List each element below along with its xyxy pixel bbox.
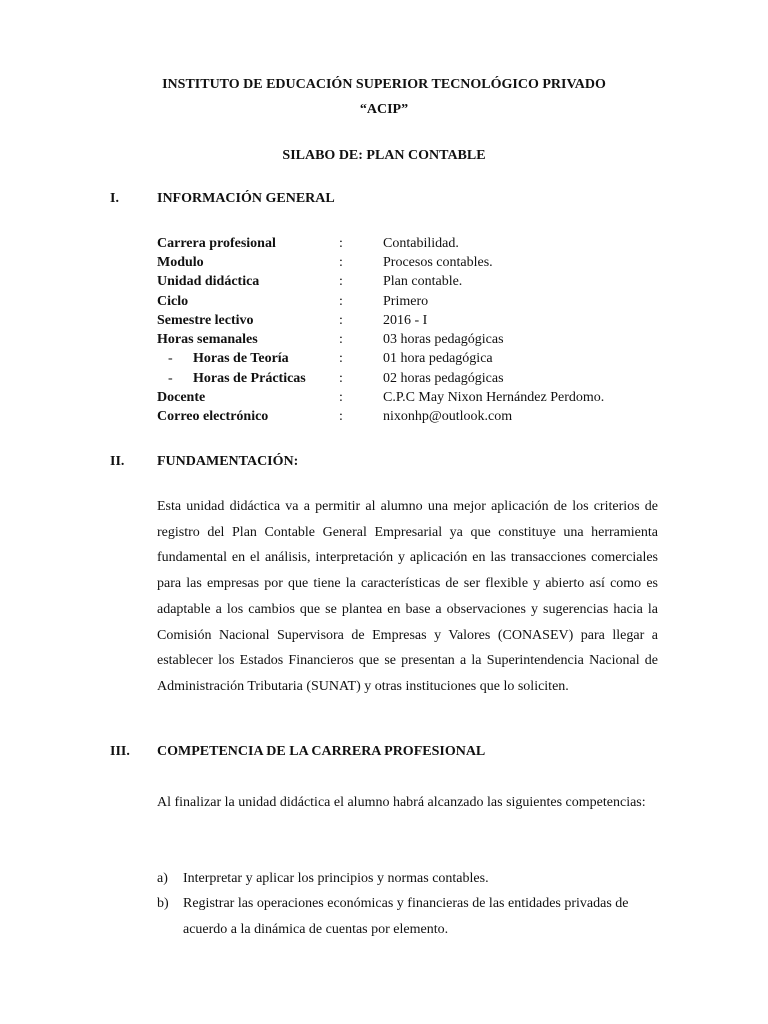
section-title: FUNDAMENTACIÓN: xyxy=(157,454,299,469)
info-value: Contabilidad. xyxy=(383,236,459,251)
info-row-practice-hours xyxy=(0,371,768,390)
institution-name: INSTITUTO DE EDUCACIÓN SUPERIOR TECNOLÓGICO PRIVADO xyxy=(162,77,606,92)
info-row-weekly-hours xyxy=(0,332,768,351)
competency-list-item xyxy=(157,891,658,942)
list-dash: - xyxy=(168,371,173,386)
list-item-text: Registrar las operaciones económicas y financieras de las entidades privadas de acuerdo a la dinámica de cuentas por elemento. xyxy=(183,896,629,937)
info-value: 01 hora pedagógica xyxy=(383,351,493,366)
info-row-unit xyxy=(0,274,768,293)
section-number: I. xyxy=(110,191,119,206)
section-number: II. xyxy=(110,454,125,469)
institution-acronym: “ACIP” xyxy=(359,102,409,117)
info-label: Docente xyxy=(157,390,206,405)
info-colon: : xyxy=(339,332,343,347)
info-colon: : xyxy=(339,255,343,270)
info-colon: : xyxy=(339,351,343,366)
section-title: COMPETENCIA DE LA CARRERA PROFESIONAL xyxy=(157,744,486,759)
info-row-theory-hours xyxy=(0,351,768,370)
info-row-email xyxy=(0,409,768,428)
info-label: Horas de Prácticas xyxy=(193,371,306,386)
info-row-career xyxy=(0,236,768,255)
info-label: Modulo xyxy=(157,255,204,270)
info-colon: : xyxy=(339,294,343,309)
info-colon: : xyxy=(339,371,343,386)
info-label: Correo electrónico xyxy=(157,409,269,424)
info-value: Plan contable. xyxy=(383,274,463,289)
info-label: Semestre lectivo xyxy=(157,313,254,328)
info-value: Procesos contables. xyxy=(383,255,493,270)
info-value: C.P.C May Nixon Hernández Perdomo. xyxy=(383,390,605,405)
info-value: 2016 - I xyxy=(383,313,428,328)
info-label: Ciclo xyxy=(157,294,189,309)
info-colon: : xyxy=(339,313,343,328)
info-colon: : xyxy=(339,390,343,405)
info-value: nixonhp@outlook.com xyxy=(383,409,513,424)
list-marker: b) xyxy=(157,896,169,911)
info-value: 03 horas pedagógicas xyxy=(383,332,504,347)
info-row-cycle xyxy=(0,294,768,313)
fundamentacion-paragraph: Esta unidad didáctica va a permitir al alumno una mejor aplicación de los criterios de registro del Plan Contable General Empresarial ya que constituye una herramienta fundamental en el análisis, interpretación y aplicación en las transacciones comerciales para las empresas por que tiene la características de ser flexible y abierto así como es adaptable a los cambios que se plantea en base a observaciones y sugerencias hacia la Comisión Nacional Supervisora de Empresas y Valores (CONASEV) para llegar a establecer los Estados Financieros que se presentan a la Superintendencia Nacional de Administración Tributaria (SUNAT) y otras instituciones que lo soliciten. xyxy=(157,499,658,694)
info-label: Horas semanales xyxy=(157,332,258,347)
info-row-semester xyxy=(0,313,768,332)
info-row-module xyxy=(0,255,768,274)
info-label: Carrera profesional xyxy=(157,236,276,251)
competencia-intro-paragraph: Al finalizar la unidad didáctica el alumno habrá alcanzado las siguientes competencias: xyxy=(157,795,646,810)
info-label: Horas de Teoría xyxy=(193,351,289,366)
info-row-teacher xyxy=(0,390,768,409)
competency-list-item xyxy=(157,866,658,892)
section-title: INFORMACIÓN GENERAL xyxy=(157,191,335,206)
list-dash: - xyxy=(168,351,173,366)
list-marker: a) xyxy=(157,871,168,886)
list-item-text: Interpretar y aplicar los principios y normas contables. xyxy=(183,871,489,886)
info-value: Primero xyxy=(383,294,429,309)
info-colon: : xyxy=(339,236,343,251)
info-colon: : xyxy=(339,409,343,424)
section-number: III. xyxy=(110,744,130,759)
info-colon: : xyxy=(339,274,343,289)
info-value: 02 horas pedagógicas xyxy=(383,371,504,386)
info-label: Unidad didáctica xyxy=(157,274,260,289)
syllabus-title: SILABO DE: PLAN CONTABLE xyxy=(282,148,486,163)
